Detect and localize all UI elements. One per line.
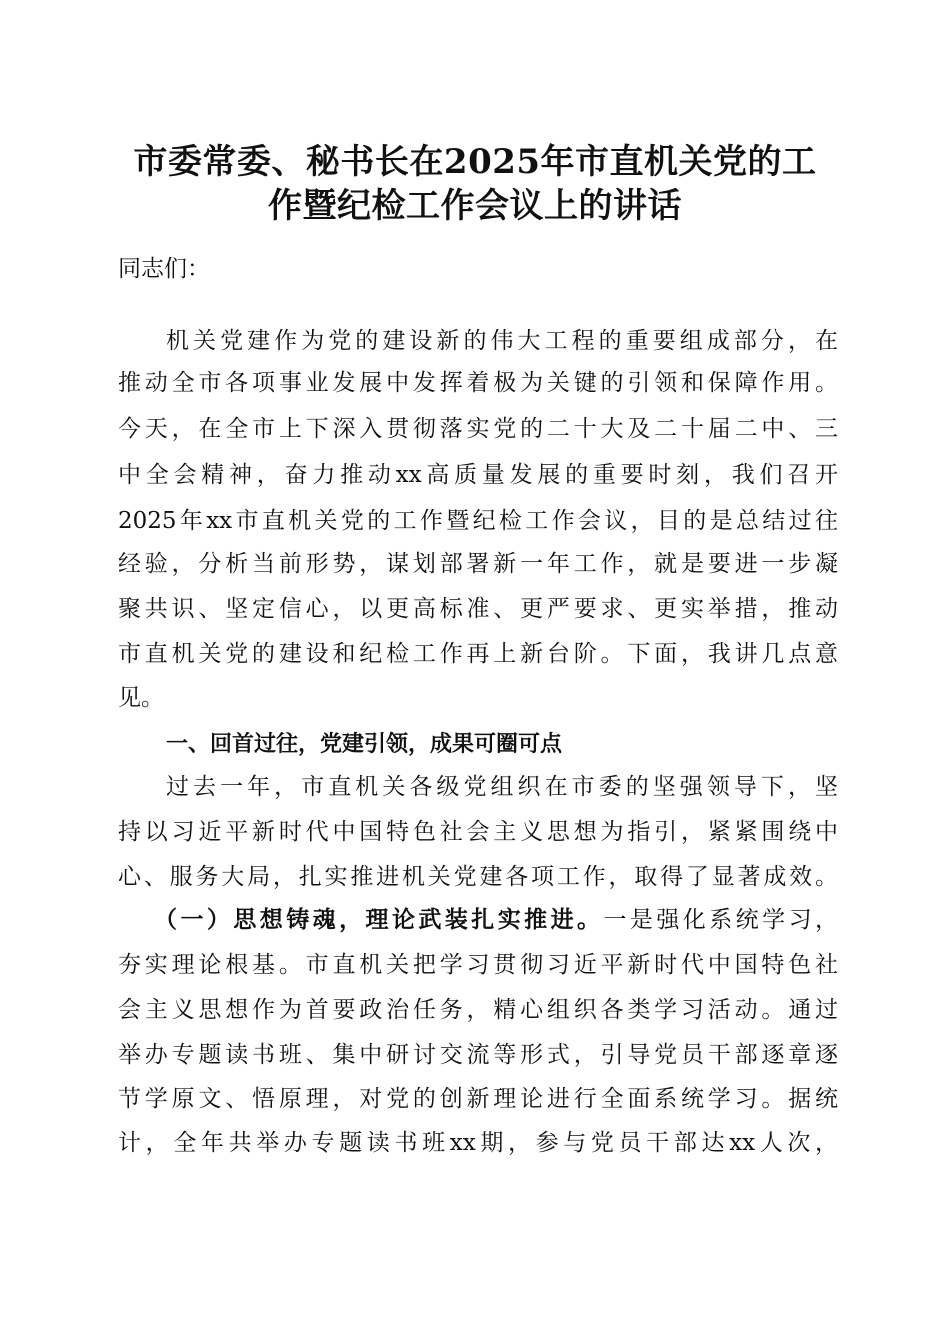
intro-line: 见。: [118, 685, 164, 711]
subsection-1-heading: （一）思想铸魂，理论武装扎实推进。: [154, 906, 604, 933]
intro-line: 聚共识、坚定信心，以更高标准、更严要求、更实举措，推动: [118, 596, 838, 622]
section-1-line: 持以习近平新时代中国特色社会主义思想为指引，紧紧围绕中: [118, 819, 838, 845]
subsection-1-line: 节学原文、悟原理，对党的创新理论进行全面系统学习。据统: [118, 1086, 838, 1112]
section-heading-1: 一、回首过往，党建引领，成果可圈可点: [166, 732, 563, 757]
intro-line: 2025年xx市直机关党的工作暨纪检工作会议，目的是总结过往: [118, 508, 838, 534]
subsection-1-line: 举办专题读书班、集中研讨交流等形式，引导党员干部逐章逐: [118, 1042, 838, 1068]
intro-line: 机关党建作为党的建设新的伟大工程的重要组成部分，在: [166, 328, 838, 354]
subsection-1-line: 夯实理论根基。市直机关把学习贯彻习近平新时代中国特色社: [118, 952, 838, 978]
subsection-1-first-line-rest: 一是强化系统学习，: [603, 907, 839, 933]
document-title-line-2: 作暨纪检工作会议上的讲话: [268, 186, 682, 226]
section-1-line: 过去一年，市直机关各级党组织在市委的坚强领导下，坚: [166, 774, 838, 800]
subsection-1-line: 计，全年共举办专题读书班xx期，参与党员干部达xx人次，: [118, 1130, 838, 1156]
subsection-1-first-line: [154, 905, 838, 935]
subsection-1-line: 会主义思想作为首要政治任务，精心组织各类学习活动。通过: [118, 997, 838, 1023]
intro-line: 中全会精神，奋力推动xx高质量发展的重要时刻，我们召开: [118, 462, 838, 488]
intro-line: 市直机关党的建设和纪检工作再上新台阶。下面，我讲几点意: [118, 641, 838, 667]
section-1-line: 心、服务大局，扎实推进机关党建各项工作，取得了显著成效。: [118, 864, 838, 890]
intro-line: 今天，在全市上下深入贯彻落实党的二十大及二十届二中、三: [118, 416, 838, 442]
salutation: 同志们：: [118, 256, 210, 282]
intro-line: 推动全市各项事业发展中发挥着极为关键的引领和保障作用。: [118, 370, 838, 396]
intro-line: 经验，分析当前形势，谋划部署新一年工作，就是要进一步凝: [118, 551, 838, 577]
document-title-line-1: 市委常委、秘书长在2025年市直机关党的工: [133, 142, 817, 182]
